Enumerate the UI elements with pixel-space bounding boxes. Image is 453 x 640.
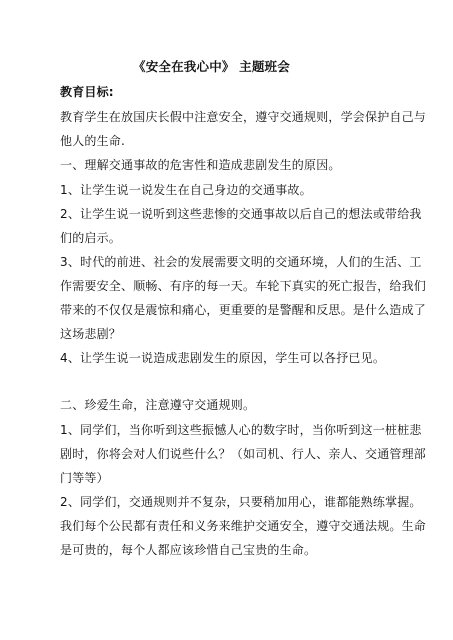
- goal-text-line-2: 他人的生命.: [60, 134, 126, 148]
- section-1-item-3-line-4: 这场悲剧？: [60, 327, 122, 341]
- section-1-item-4: 4、让学生说一说造成悲剧发生的原因，学生可以各抒已见。: [60, 351, 386, 365]
- section-1-item-3-line-1: 3、时代的前进、社会的发展需要文明的交通环境，人们的生活、工: [60, 255, 422, 269]
- section-1-item-3-line-3: 带来的不仅仅是震惊和痛心，更重要的是警醒和反思。是什么造成了: [60, 303, 427, 317]
- section-1-item-3-line-2: 作需要安全、顺畅、有序的每一天。车轮下真实的死亡报告，给我们: [60, 279, 427, 293]
- goal-text-line-1: 教育学生在放国庆长假中注意安全，遵守交通规则，学会保护自己与: [60, 110, 427, 124]
- section-1-item-2-line-1: 2、让学生说一说听到这些悲惨的交通事故以后自己的想法或带给我: [60, 207, 422, 221]
- section-2-item-1-line-3: 门等等）: [60, 471, 109, 485]
- section-1-item-1: 1、让学生说一说发生在自己身边的交通事故。: [60, 183, 312, 197]
- section-2-item-2-line-1: 2、同学们，交通规则并不复杂，只要稍加用心，谁都能熟练掌握。: [60, 495, 422, 509]
- section-1-heading: 一、理解交通事故的危害性和造成悲剧发生的原因。: [60, 158, 341, 172]
- section-2-heading: 二、珍爱生命，注意遵守交通规则。: [60, 398, 256, 412]
- section-2-item-2-line-3: 是可贵的，每个人都应该珍惜自己宝贵的生命。: [60, 543, 317, 557]
- goal-heading: 教育目标:: [60, 85, 114, 99]
- section-2-item-2-line-2: 我们每个公民都有责任和义务来维护交通安全，遵守交通法规。生命: [60, 519, 427, 533]
- section-1-item-2-line-2: 们的启示。: [60, 231, 122, 245]
- section-2-item-1-line-2: 剧时，你将会对人们说些什么？（如司机、行人、亲人、交通管理部: [60, 447, 427, 461]
- section-2-item-1-line-1: 1、同学们，当你听到这些振憾人心的数字时，当你听到这一桩桩悲: [60, 423, 422, 437]
- document-title: 《安全在我心中》 主题班会: [133, 59, 290, 74]
